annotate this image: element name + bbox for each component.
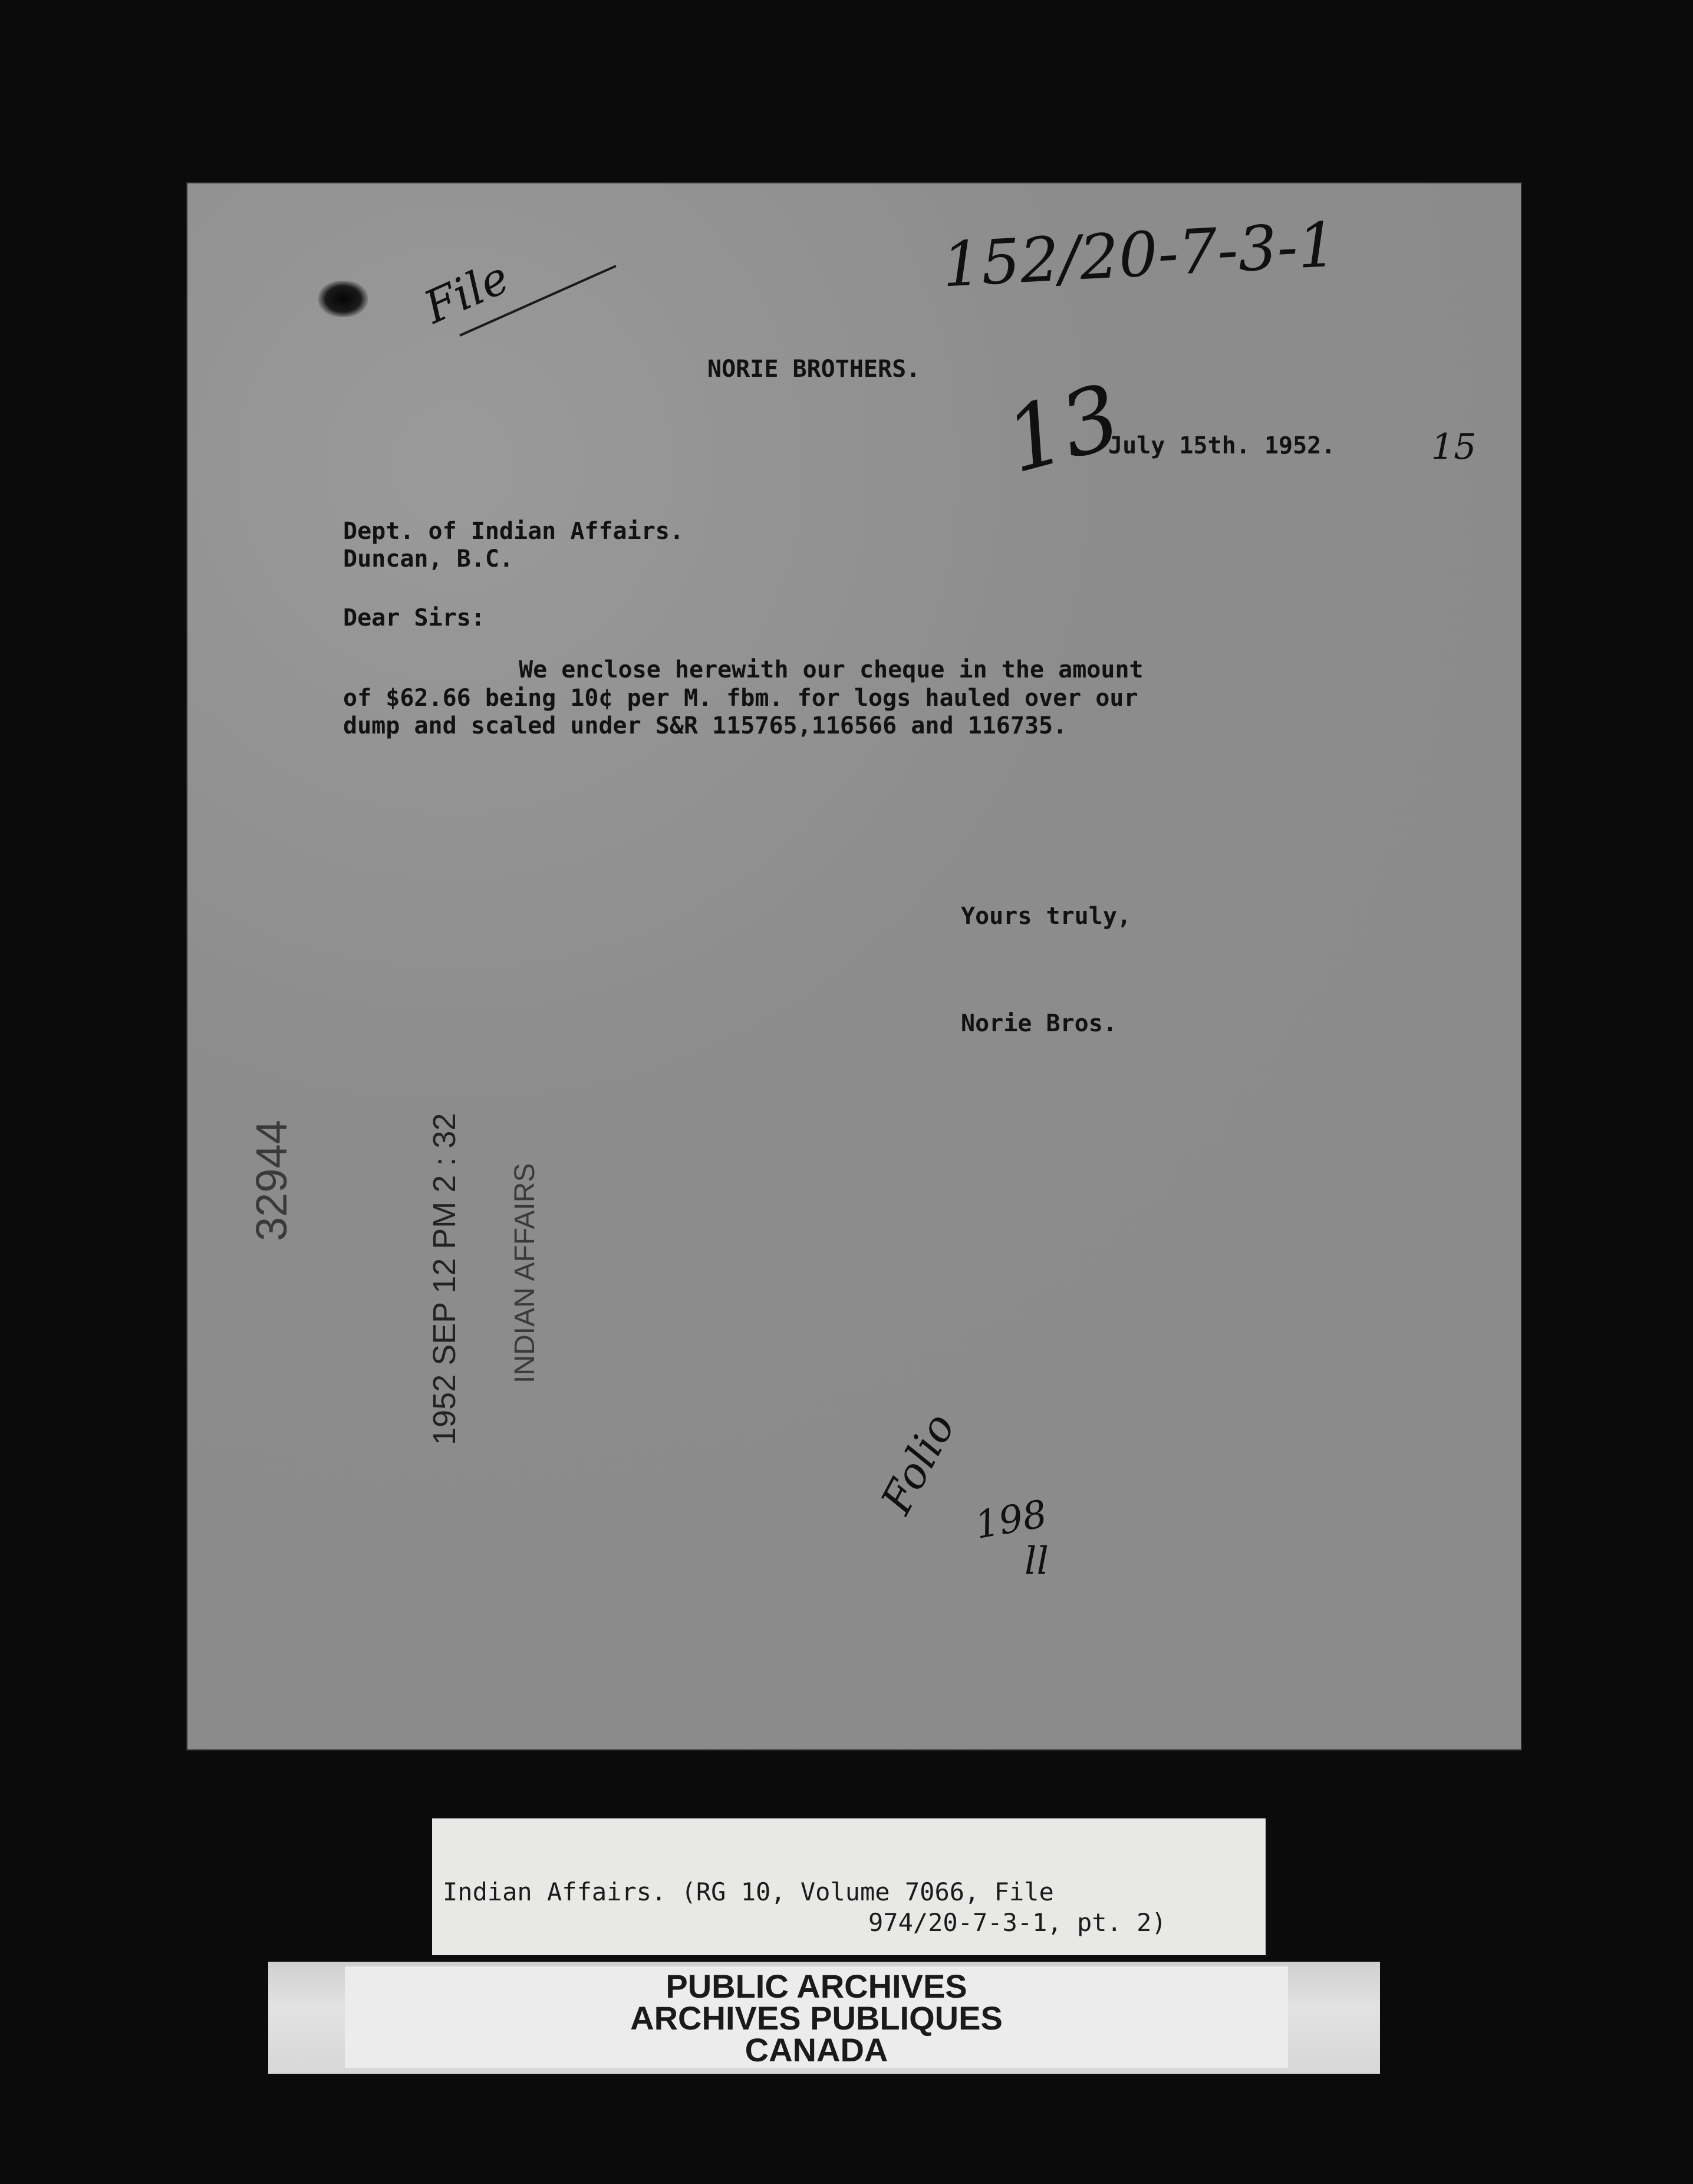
recipient-line-1: Dept. of Indian Affairs. <box>343 518 684 545</box>
archive-banner-line-1: PUBLIC ARCHIVES <box>666 1968 967 2005</box>
archive-banner-inner <box>345 1966 1288 2068</box>
body-line-2: of $62.66 being 10¢ per M. fbm. for logs hauled over our <box>343 685 1138 712</box>
body-line-3: dump and scaled under S&R 115765,116566 and 116735. <box>343 712 1068 739</box>
archive-banner-line-3: CANADA <box>745 2031 888 2068</box>
department-stamp: INDIAN AFFAIRS <box>509 1163 541 1383</box>
handwritten-file-note: File <box>416 251 517 334</box>
handwritten-folio-number: 198 <box>971 1492 1050 1548</box>
letter-page <box>187 183 1521 1749</box>
signature: Norie Bros. <box>961 1010 1117 1037</box>
archive-banner-line-2: ARCHIVES PUBLIQUES <box>630 1999 1003 2037</box>
archive-banner <box>268 1962 1380 2074</box>
received-date-stamp: 1952 SEP 12 PM 2 : 32 <box>427 1113 462 1445</box>
handwritten-mark-15: 15 <box>1431 426 1477 468</box>
recipient-line-2: Duncan, B.C. <box>343 545 513 573</box>
handwritten-file-number: 152/20-7-3-1 <box>940 208 1339 301</box>
handwritten-folio-initials: ll <box>1025 1540 1049 1583</box>
registry-number-stamp: 32944 <box>247 1120 296 1241</box>
letterhead: NORIE BROTHERS. <box>707 356 921 383</box>
corner-smudge <box>318 281 368 317</box>
handwritten-mark-13: 13 <box>995 365 1131 494</box>
closing: Yours truly, <box>961 903 1131 930</box>
salutation: Dear Sirs: <box>343 604 485 631</box>
archive-reference-line-1: Indian Affairs. (RG 10, Volume 7066, File <box>443 1877 1054 1906</box>
handwritten-folio: Folio <box>871 1405 965 1522</box>
body-line-1: We enclose herewith our cheque in the amount <box>519 656 1144 683</box>
letter-date: July 15th. 1952. <box>1108 432 1336 459</box>
archive-reference-card <box>432 1818 1266 1955</box>
archive-reference-line-2: 974/20-7-3-1, pt. 2) <box>868 1908 1167 1937</box>
